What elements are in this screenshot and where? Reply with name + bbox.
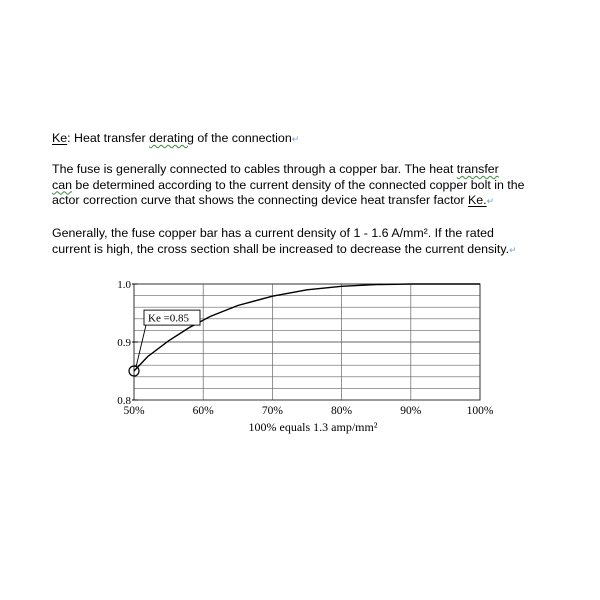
x-tick-label: 100% xyxy=(466,405,494,417)
paragraph-mark: ↵ xyxy=(291,134,300,144)
x-tick-labels xyxy=(123,405,493,417)
y-tick-label: 0.8 xyxy=(117,395,131,407)
x-tick-label: 70% xyxy=(261,405,283,417)
p1-line2a: can xyxy=(52,177,72,192)
section-heading xyxy=(52,131,582,148)
paragraph-2 xyxy=(52,226,582,258)
heading-text: : Heat transfer xyxy=(67,131,150,145)
x-tick-label: 50% xyxy=(123,405,145,417)
annotation-label: Ke =0.85 xyxy=(148,312,190,325)
p2-line1: Generally, the fuse copper bar has a current density of 1 - 1.6 A/mm². If the rated xyxy=(52,226,494,240)
paragraph-1 xyxy=(52,162,582,210)
chart-grid xyxy=(134,284,480,400)
p1-line2b: be determined according to the current density of the connected copper bolt in the xyxy=(71,177,525,192)
p2-line2: current is high, the cross section shall be increased to decrease the current density. xyxy=(52,241,510,256)
heading-term: Ke xyxy=(52,131,68,145)
heading-text-end: of the connection xyxy=(193,131,292,145)
paragraph-mark: ↵ xyxy=(486,196,495,206)
x-tick-label: 80% xyxy=(331,405,353,417)
y-tick-label: 0.9 xyxy=(117,337,131,349)
paragraph-mark: ↵ xyxy=(509,244,517,255)
x-tick-label: 90% xyxy=(400,405,422,417)
ke-curve xyxy=(134,284,480,371)
y-tick-label: 1.0 xyxy=(117,279,131,291)
p1-line1b: transfer xyxy=(456,162,499,176)
p1-line1a: The fuse is generally connected to cables through a copper bar. The heat xyxy=(52,162,457,176)
p1-line3b: Ke. xyxy=(468,193,487,207)
y-tick-labels xyxy=(117,279,138,407)
derating-chart xyxy=(90,272,510,452)
p1-line3a: actor correction curve that shows the connecting device heat transfer factor xyxy=(52,193,468,207)
x-axis-label: 100% equals 1.3 amp/mm² xyxy=(248,420,378,434)
heading-term-derating: derating xyxy=(149,131,194,145)
x-tick-label: 60% xyxy=(192,405,214,417)
